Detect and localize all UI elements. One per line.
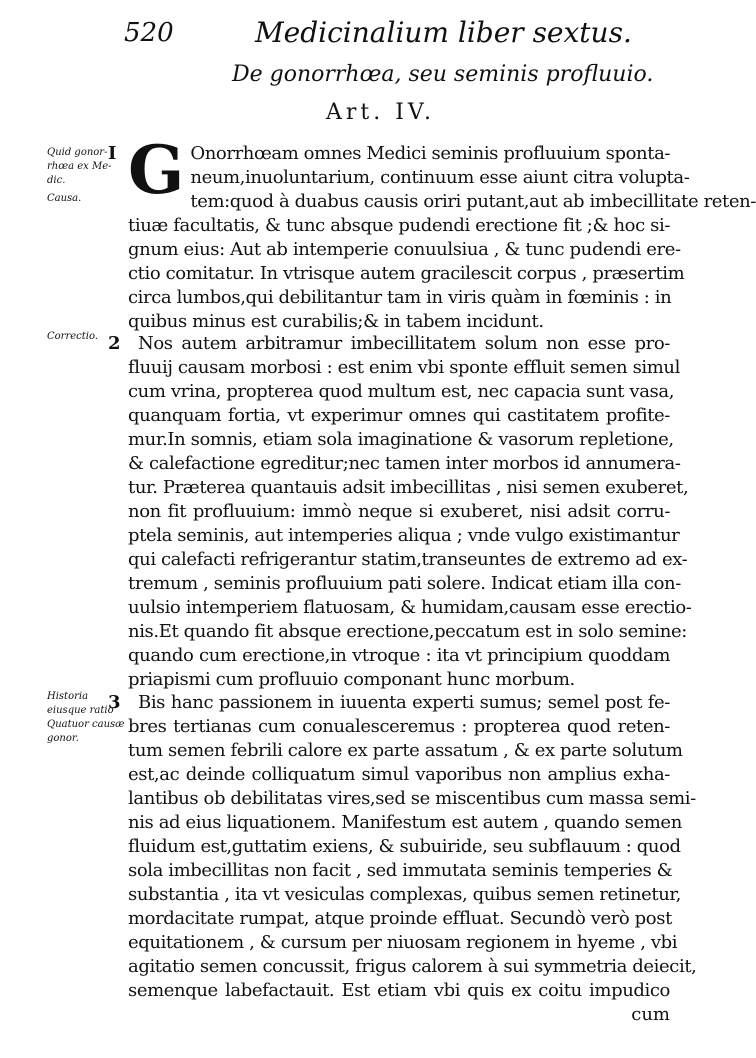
text-line: & calefactione egreditur;nec tamen inter morbos id annumera-	[128, 453, 681, 474]
text-line: substantia , ita vt vesiculas complexas, quibus semen retinetur,	[128, 884, 681, 905]
paragraph-3	[108, 691, 697, 1027]
text-line: non fit profluuium: immò neque si exuberet, nisi adsit corru-	[128, 501, 670, 522]
text-line: Bis hanc passionem in iuuenta experti sumus; semel post fe-	[138, 692, 670, 713]
text-line: mur.In somnis, etiam sola imaginatione & vasorum repletione,	[128, 429, 674, 450]
text-line: nis.Et quando fit absque erectione,peccatum est in solo semine:	[128, 621, 687, 642]
text-line: circa lumbos,qui debilitantur tam in viris quàm in fœminis : in	[128, 287, 672, 308]
marginal-note: Correctio.	[47, 331, 98, 342]
paragraph-number: 2	[108, 333, 121, 354]
text-line: mordacitate rumpat, atque proinde effluat. Secundò verò post	[128, 908, 672, 929]
paragraph-1	[108, 131, 756, 334]
text-line: ctio comitatur. In vtrisque autem gracilescit corpus , præsertim	[128, 263, 685, 284]
text-line: semenque labefactauit. Est etiam vbi quis ex coitu impudico	[128, 980, 670, 1001]
text-line: tiuæ facultatis, & tunc absque pudendi erectione fit ;& hoc si-	[128, 215, 670, 236]
catchword: cum	[631, 1004, 670, 1025]
text-line: cum vrina, propterea quod multum est, nec capacia sunt vasa,	[128, 381, 675, 402]
text-line: quibus minus est curabilis;& in tabem incidunt.	[128, 311, 544, 332]
text-line: priapismi cum profluuio componant hunc morbum.	[128, 669, 575, 690]
marginal-note: Causa.	[47, 193, 82, 204]
text-line: agitatio semen concussit, frigus calorem à sui symmetria deiecit,	[128, 956, 697, 977]
text-line: equitationem , & cursum per niuosam regionem in hyeme , vbi	[128, 932, 678, 953]
text-line: fluidum est,guttatim exiens, & subuiride, seu subflauum : quod	[128, 836, 681, 857]
text-line: quanquam fortia, vt experimur omnes qui castitatem profite-	[128, 405, 670, 426]
text-line: sola imbecillitas non facit , sed immutata seminis temperies &	[128, 860, 673, 881]
text-line: quando cum erectione,in vtroque : ita vt principium quoddam	[128, 645, 670, 666]
paragraph-2	[108, 332, 692, 692]
text-line: fluuij causam morbosi : est enim vbi sponte effluit semen simul	[128, 357, 680, 378]
text-line: est,ac deinde colliquatum simul vaporibus non amplius exha-	[128, 764, 670, 785]
text-line: ptela seminis, aut intemperies aliqua ; vnde vulgo existimantur	[128, 525, 680, 546]
text-line: qui calefacti refrigerantur statim,transeuntes de extremo ad ex-	[128, 549, 688, 570]
paragraph-number: 3	[108, 692, 121, 713]
text-line: tum semen febrili calore ex parte assatum , & ex parte solutum	[128, 740, 683, 761]
text-line: neum,inuoluntarium, continuum esse aiunt citra volupta-	[190, 167, 690, 188]
text-line: tremum , seminis profluuium pati solere. Indicat etiam illa con-	[128, 573, 681, 594]
text-line: tem:quod à duabus causis oriri putant,aut ab imbecillitate reten-	[190, 191, 756, 212]
article-heading: Art. IV.	[326, 100, 435, 125]
text-line: Onorrhœam omnes Medici seminis profluuium sponta-	[190, 143, 671, 164]
text-line: gnum eius: Aut ab intemperie conuulsiua , & tunc pudendi ere-	[128, 239, 681, 260]
page-number: 520	[124, 18, 174, 48]
text-line: lantibus ob debilitatas vires,sed se miscentibus cum massa semi-	[128, 788, 696, 809]
text-line: Nos autem arbitramur imbecillitatem solum non esse pro-	[138, 333, 670, 354]
text-line: nis ad eius liquationem. Manifestum est autem , quando semen	[128, 812, 682, 833]
marginal-note: Historia eiusque ratio Quatuor causæ gonor.	[47, 691, 125, 744]
running-head: Medicinalium liber sextus.	[255, 16, 632, 49]
paragraph-number: I	[108, 143, 117, 164]
text-line: bres tertianas cum conualesceremus : propterea quod reten-	[128, 716, 670, 737]
section-title: De gonorrhœa, seu seminis profluuio.	[232, 62, 654, 87]
text-line: uulsio intemperiem flatuosam, & humidam,causam esse erectio-	[128, 597, 692, 618]
drop-cap: G	[128, 131, 185, 209]
text-line: tur. Præterea quantauis adsit imbecillitas , nisi semen exuberet,	[128, 477, 689, 498]
marginal-note: Quid gonor-rhœa ex Me-dic.	[47, 147, 112, 186]
